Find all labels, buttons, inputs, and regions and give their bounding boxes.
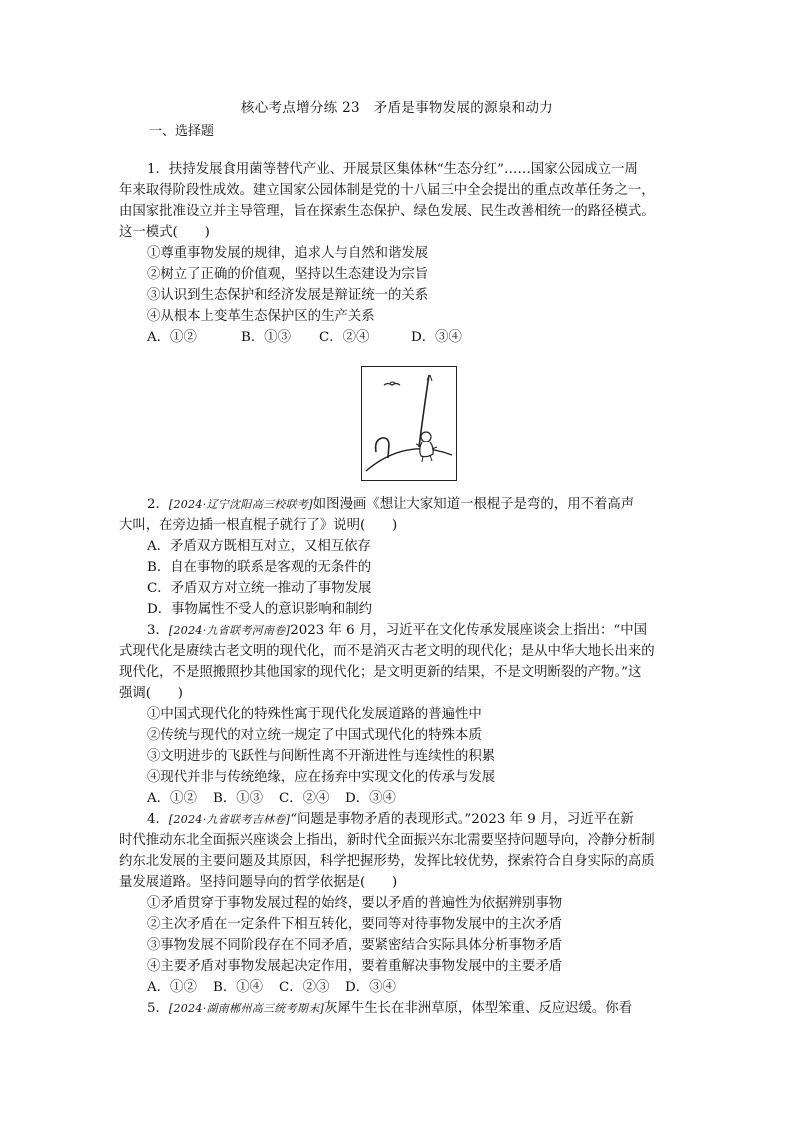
answer-b: B．①④ [213,980,264,995]
q3-stem-line: 现代化，不是照搬照抄其他国家的现代化；是文明更新的结果，不是文明断裂的产物。”这 [119,665,642,680]
section-heading: 一、选择题 [149,124,215,139]
question-1 [119,159,679,348]
answer-a: A．①② [147,791,197,806]
q3-stem-line: 强调( ) [119,686,184,701]
q3-option: ①中国式现代化的特殊性寓于现代化发展道路的普遍性中 [147,707,482,722]
q2-stem-text: 如图漫画《想让大家知道一根棍子是弯的，用不着高声 [312,497,635,512]
page-title: 核心考点增分练 23 矛盾是事物发展的源泉和动力 [240,100,554,116]
q4-stem-line: 约东北发展的主要问题及其原因，科学把握形势，发挥比较优势，探索符合自身实际的高质 [119,854,655,869]
q4-answer-row [119,977,679,998]
q1-stem-line: 1．扶持发展食用菌等替代产业、开展景区集体林“生态分红”……国家公园成立一周 [147,162,638,177]
answer-b: B．①③ [241,330,292,345]
q1-option: ①尊重事物发展的规律，追求人与自然和谐发展 [147,246,429,261]
q1-option: ②树立了正确的价值观，坚持以生态建设为宗旨 [147,267,429,282]
cartoon-stick-comic-icon [362,367,456,480]
q1-option: ④从根本上变革生态保护区的生产关系 [147,309,375,324]
q1-stem-line: 年来取得阶段性成效。建立国家公园体制是党的十八届三中全会提出的重点改革任务之一， [119,183,655,198]
q2-option: C．矛盾双方对立统一推动了事物发展 [147,581,372,596]
q3-stem-text: 2023 年 6 月，习近平在文化传承发展座谈会上指出：“中国 [290,623,648,638]
answer-d: D．③④ [345,980,396,995]
q4-stem-line: 量发展道路。坚持问题导向的哲学依据是( ) [119,875,398,890]
q3-stem-line: 式现代化是赓续古老文明的现代化，而不是消灭古老文明的现代化；是从中华大地长出来的 [119,644,655,659]
q2-source: [2024·辽宁沈阳高三校联考] [168,498,313,511]
answer-a: A．①② [147,980,197,995]
answer-c: C．②④ [319,330,370,345]
q3-option: ③文明进步的飞跃性与间断性离不开渐进性与连续性的积累 [147,749,496,764]
q5-source: [2024·湖南郴州高三统考期末] [168,1002,325,1015]
q5-stem-line [119,998,679,1019]
q3-number: 3． [147,623,169,638]
q2-number: 2． [147,497,169,512]
answer-d: D．③④ [411,330,462,345]
q2-option: D．事物属性不受人的意识影响和制约 [147,602,372,617]
q4-number: 4． [147,812,169,827]
q4-source: [2024·九省联考吉林卷] [168,813,291,826]
q5-number: 5． [147,1001,169,1016]
q4-option: ①矛盾贯穿于事物发展过程的始终，要以矛盾的普遍性为依据辨别事物 [147,896,563,911]
q1-option: ③认识到生态保护和经济发展是辩证统一的关系 [147,288,429,303]
q4-option: ③事物发展不同阶段存在不同矛盾，要紧密结合实际具体分析事物矛盾 [147,938,563,953]
q2-stem-line [119,494,679,515]
q4-stem-line: 时代推动东北全面振兴座谈会上指出，新时代全面振兴东北需要坚持问题导向，冷静分析制 [119,833,655,848]
answer-c: C．②③ [279,980,330,995]
q2-option: B．自在事物的联系是客观的无条件的 [147,560,372,575]
q4-option: ④主要矛盾对事物发展起决定作用，要着重解决事物发展中的主要矛盾 [147,959,563,974]
answer-a: A．①② [147,330,197,345]
q5-stem-text: 灰犀牛生长在非洲草原，体型笨重、反应迟缓。你看 [324,1001,633,1016]
q4-stem-line [119,809,679,830]
answer-c: C．②④ [279,791,330,806]
q1-stem-line: 这一模式( ) [119,225,210,240]
answer-d: D．③④ [345,791,396,806]
cartoon-figure [361,366,457,481]
q3-answer-row [119,788,679,809]
q4-stem-text: “问题是事物矛盾的表现形式。”2023 年 9 月，习近平在新 [290,812,634,827]
q1-stem-line: 由国家批准设立并主导管理，旨在探索生态保护、绿色发展、民生改善相统一的路径模式。 [119,204,655,219]
q3-option: ④现代并非与传统绝缘，应在扬弃中实现文化的传承与发展 [147,770,496,785]
q3-stem-line [119,620,679,641]
q4-option: ②主次矛盾在一定条件下相互转化，要同等对待事物发展中的主次矛盾 [147,917,563,932]
q3-source: [2024·九省联考河南卷] [168,624,291,637]
questions-2-5 [119,494,679,1019]
q2-stem-line: 大叫，在旁边插一根直棍子就行了》说明( ) [119,518,398,533]
q2-option: A．矛盾双方既相互对立，又相互依存 [147,539,371,554]
q3-option: ②传统与现代的对立统一规定了中国式现代化的特殊本质 [147,728,482,743]
q1-answer-row [119,327,679,348]
answer-b: B．①③ [213,791,264,806]
